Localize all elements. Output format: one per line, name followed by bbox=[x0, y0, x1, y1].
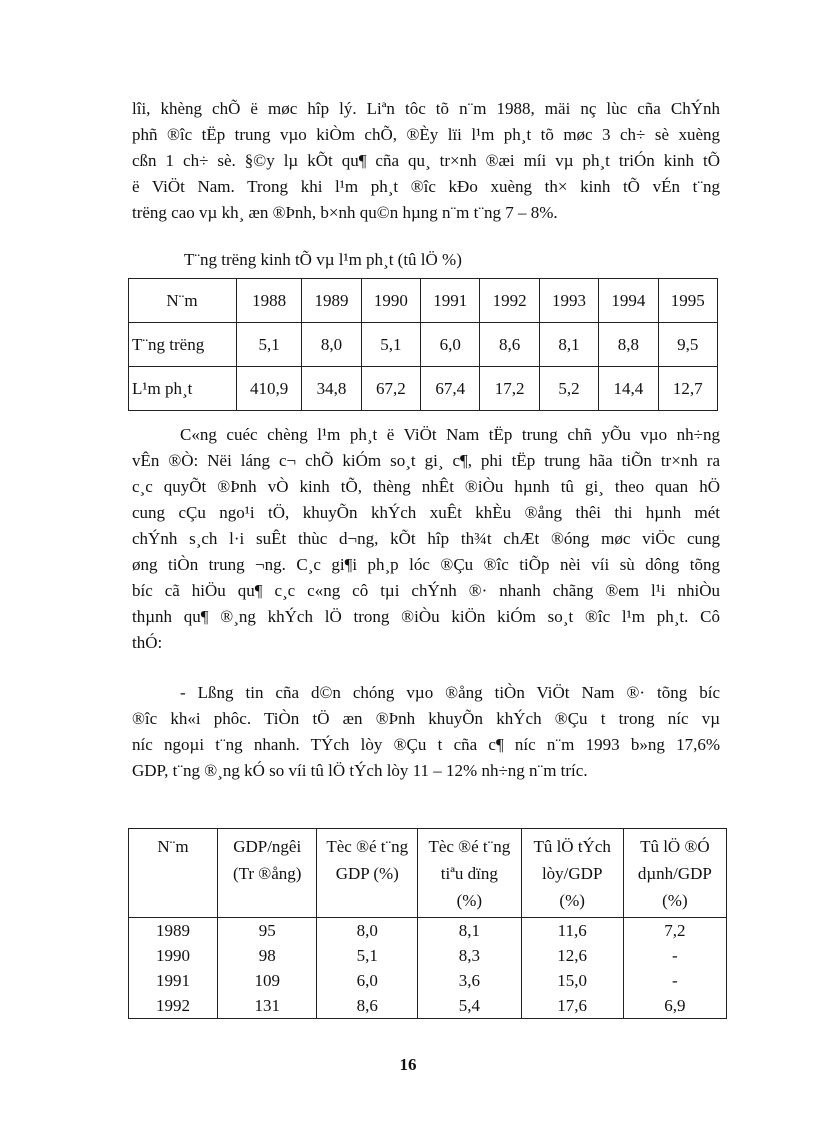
table-cell: 5,1 bbox=[361, 323, 420, 367]
table-cell: 3,6 bbox=[418, 968, 521, 993]
table-cell: 8,1 bbox=[418, 918, 521, 944]
table-header-cell bbox=[623, 829, 726, 918]
table-cell: 6,0 bbox=[317, 968, 418, 993]
table-cell: 1992 bbox=[129, 993, 218, 1019]
table-cell: 34,8 bbox=[302, 367, 361, 411]
paragraph-confidence bbox=[132, 680, 720, 784]
table-cell: 1989 bbox=[302, 279, 361, 323]
table-cell: 1989 bbox=[129, 918, 218, 944]
table-cell: 1994 bbox=[599, 279, 658, 323]
table-cell: 5,2 bbox=[539, 367, 598, 411]
table-cell: 67,2 bbox=[361, 367, 420, 411]
table-cell: N¨m bbox=[129, 279, 237, 323]
table-cell: 17,2 bbox=[480, 367, 539, 411]
header-line: GDP/ngêi bbox=[233, 837, 302, 856]
table-cell: 1992 bbox=[480, 279, 539, 323]
text-line: cßn 1 ch÷ sè. §©y lµ kÕt qu¶ cña qu¸ tr×nh ®æi míi vµ ph¸t triÓn kinh tÕ bbox=[132, 151, 720, 170]
text-line: lîi, khèng chÕ ë møc hîp lý. Liªn tôc tõ n¨m 1988, mäi nç lùc cña ChÝnh bbox=[132, 99, 720, 118]
table-header-cell bbox=[217, 829, 316, 918]
table-cell: 1991 bbox=[421, 279, 480, 323]
text-line: thµnh qu¶ ®¸ng khÝch lÖ trong ®iÒu kiÖn kiÓm so¸t ®îc l¹m ph¸t. Cô bbox=[132, 607, 720, 626]
table-row bbox=[129, 918, 727, 944]
table-cell: 8,8 bbox=[599, 323, 658, 367]
table-cell: 5,1 bbox=[237, 323, 302, 367]
table-header-cell bbox=[521, 829, 623, 918]
text-line: bíc cã hiÖu qu¶ c¸c c«ng cô tµi chÝnh ®· nhanh chãng ®em l¹i nhiÒu bbox=[132, 581, 720, 600]
header-line: (%) bbox=[559, 891, 585, 910]
table-row bbox=[129, 968, 727, 993]
header-line: lòy/GDP bbox=[541, 864, 603, 883]
header-line: tiªu dïng bbox=[440, 864, 498, 883]
text-line: øng tiÒn trung ¬ng. C¸c gi¶i ph¸p lóc ®Çu ®îc tiÕp nèi víi sù dông tõng bbox=[132, 555, 720, 574]
table-cell: 5,4 bbox=[418, 993, 521, 1019]
table-cell: 9,5 bbox=[658, 323, 717, 367]
text-line: trëng cao vµ kh¸ æn ®Þnh, b×nh qu©n hµng n¨m t¨ng 7 – 8%. bbox=[132, 203, 558, 222]
text-line: - Lßng tin cña d©n chóng vµo ®ång tiÒn ViÖt Nam ®· tõng bíc bbox=[180, 683, 720, 702]
table-header-cell bbox=[317, 829, 418, 918]
header-line: Tèc ®é t¨ng bbox=[326, 837, 409, 856]
table-cell: 1990 bbox=[129, 943, 218, 968]
text-line: c¸c quyÕt ®Þnh vÒ kinh tÕ, thèng nhÊt ®iÒu hµnh tû gi¸ theo quan hÖ bbox=[132, 477, 720, 496]
table-cell: L¹m ph¸t bbox=[129, 367, 237, 411]
text-line: phñ ®îc tËp trung vµo kiÒm chÕ, ®Èy lïi l¹m ph¸t tõ møc 3 ch÷ sè xuèng bbox=[132, 125, 720, 144]
table-cell: 6,9 bbox=[623, 993, 726, 1019]
text-line: níc ngoµi t¨ng nhanh. TÝch lòy ®Çu t cña c¶ níc n¨m 1993 b»ng 17,6% bbox=[132, 735, 720, 754]
table-header-cell bbox=[129, 829, 218, 918]
header-line: Tû lÖ tÝch bbox=[533, 837, 611, 856]
table-cell: 5,1 bbox=[317, 943, 418, 968]
text-line: thÓ: bbox=[132, 633, 163, 652]
table-cell: 12,6 bbox=[521, 943, 623, 968]
table-cell: 15,0 bbox=[521, 968, 623, 993]
growth-inflation-table bbox=[128, 278, 718, 411]
table-cell: 17,6 bbox=[521, 993, 623, 1019]
table-row bbox=[129, 943, 727, 968]
table-cell: T¨ng trëng bbox=[129, 323, 237, 367]
table-cell: 98 bbox=[217, 943, 316, 968]
text-line: vÊn ®Ò: Nëi láng c¬ chÕ kiÓm so¸t gi¸ c¶, phi tËp trung hãa tiÕn tr×nh ra bbox=[132, 451, 720, 470]
text-line: cung cÇu ngo¹i tÖ, khuyÕn khÝch xuÊt khÈu ®ång thêi thi hµnh mét bbox=[132, 503, 720, 522]
paragraph-intro bbox=[132, 96, 720, 226]
table-cell: 95 bbox=[217, 918, 316, 944]
text-line: GDP, t¨ng ®¸ng kÓ so víi tû lÖ tÝch lòy 11 – 12% nh÷ng n¨m tríc. bbox=[132, 761, 588, 780]
table-cell: 14,4 bbox=[599, 367, 658, 411]
table-cell: 410,9 bbox=[237, 367, 302, 411]
table-cell: 67,4 bbox=[421, 367, 480, 411]
header-line: Tû lÖ ®Ó bbox=[640, 837, 710, 856]
table-cell: 8,3 bbox=[418, 943, 521, 968]
gdp-indicators-table bbox=[128, 828, 727, 1019]
table1-caption: T¨ng trëng kinh tÕ vµ l¹m ph¸t (tû lÖ %) bbox=[184, 250, 462, 269]
table-cell: 12,7 bbox=[658, 367, 717, 411]
table-row bbox=[129, 323, 718, 367]
table-cell: 8,0 bbox=[302, 323, 361, 367]
table-cell: 7,2 bbox=[623, 918, 726, 944]
table-cell: 6,0 bbox=[421, 323, 480, 367]
text-line: chÝnh s¸ch l·i suÊt thùc d¬ng, kÕt hîp th¾t chÆt ®óng møc viÖc cung bbox=[132, 529, 720, 548]
header-line: (%) bbox=[456, 891, 483, 910]
table-cell: 1988 bbox=[237, 279, 302, 323]
table-cell: 8,6 bbox=[317, 993, 418, 1019]
page-number: 16 bbox=[399, 1055, 417, 1074]
header-line: Tèc ®é t¨ng bbox=[428, 837, 511, 856]
table-row bbox=[129, 993, 727, 1019]
table-cell: 11,6 bbox=[521, 918, 623, 944]
header-line: (%) bbox=[662, 891, 688, 910]
table-cell: 1990 bbox=[361, 279, 420, 323]
text-line: ë ViÖt Nam. Trong khi l¹m ph¸t ®îc kÐo xuèng th× kinh tÕ vÉn t¨ng bbox=[132, 177, 720, 196]
table-header-row bbox=[129, 279, 718, 323]
table-cell: 8,1 bbox=[539, 323, 598, 367]
table-cell: 1995 bbox=[658, 279, 717, 323]
table-row bbox=[129, 367, 718, 411]
table-header-cell bbox=[418, 829, 521, 918]
table-cell: - bbox=[623, 943, 726, 968]
text-line: ®îc kh«i phôc. TiÒn tÖ æn ®Þnh khuyÕn khÝch ®Çu t trong níc vµ bbox=[132, 709, 720, 728]
header-line: GDP (%) bbox=[335, 864, 399, 883]
table-cell: 8,6 bbox=[480, 323, 539, 367]
table-cell: 109 bbox=[217, 968, 316, 993]
table-cell: 8,0 bbox=[317, 918, 418, 944]
header-line: (Tr ®ång) bbox=[232, 864, 302, 883]
text-line: C«ng cuéc chèng l¹m ph¸t ë ViÖt Nam tËp trung chñ yÕu vµo nh÷ng bbox=[180, 425, 720, 444]
table-cell: 131 bbox=[217, 993, 316, 1019]
table-cell: - bbox=[623, 968, 726, 993]
table-cell: 1993 bbox=[539, 279, 598, 323]
header-line: dµnh/GDP bbox=[637, 864, 712, 883]
header-line: N¨m bbox=[157, 837, 189, 856]
table-cell: 1991 bbox=[129, 968, 218, 993]
paragraph-anti-inflation bbox=[132, 422, 720, 656]
